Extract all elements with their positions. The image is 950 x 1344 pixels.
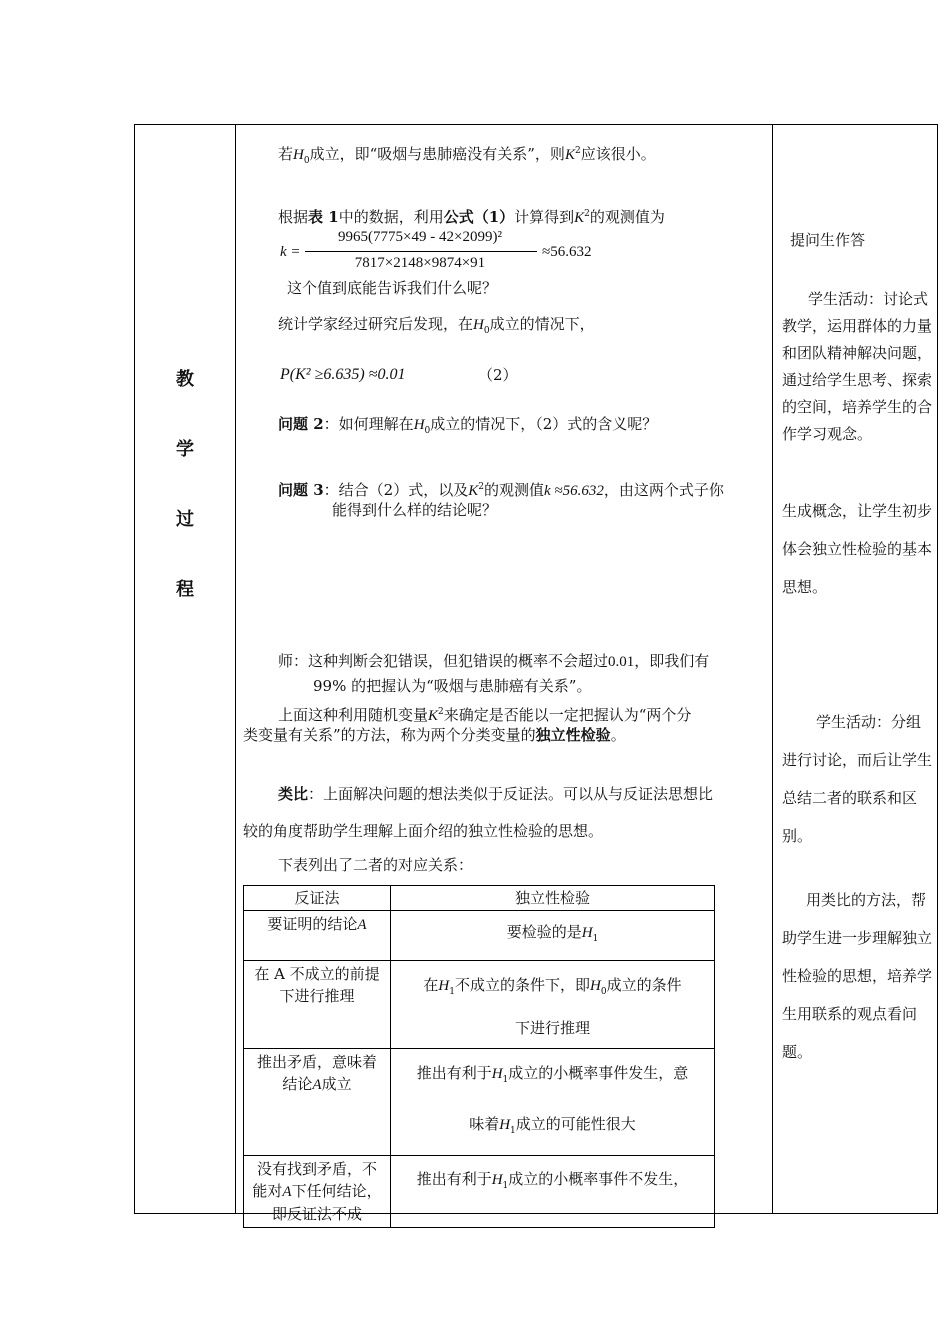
analogy-line2: 较的角度帮助学生理解上面介绍的独立性检验的思想。: [243, 822, 604, 840]
header-contradiction: 反证法: [244, 886, 391, 911]
formula-tag-2: （2）: [478, 366, 518, 384]
table-row: [244, 1156, 715, 1228]
analogy-line1: 类比：上面解决问题的想法类似于反证法。可以从与反证法思想比: [278, 785, 714, 803]
fraction-bar: [305, 251, 537, 252]
side-note-concept: 生成概念，让学生初步体会独立性检验的基本思想。: [782, 502, 933, 596]
table-cell: 要证明的结论A: [244, 911, 391, 961]
table-cell: 推出矛盾，意味着结论A成立: [244, 1049, 391, 1156]
table-cell: 在$H_1$不成立的条件下，即$H_0$成立的条件 下进行推理: [391, 961, 715, 1049]
teacher-remark-line2: 99% 的把握认为“吸烟与患肺癌有关系”。: [313, 677, 592, 695]
question-3-line2: 能得到什么样的结论呢？: [332, 501, 498, 519]
question-3: 问题 3：结合（2）式，以及$K^2$的观测值k ≈56.632，由这两个式子你: [278, 481, 724, 499]
table-cell: 推出有利于$H_1$成立的小概率事件发生，意 味着$H_1$成立的可能性很大: [391, 1049, 715, 1156]
comparison-table: [243, 885, 715, 1228]
formula-denominator: 7817×2148×9874×91: [354, 255, 486, 271]
formula-k-label: k =: [280, 244, 301, 260]
paragraph-compute: 根据表 1中的数据，利用公式（1）计算得到$K^2$的观测值为: [278, 208, 665, 226]
paragraph-hypothesis: 若$H_0$成立，即“吸烟与患肺癌没有关系”，则$K^2$应该很小。: [278, 145, 656, 166]
table-cell: 推出有利于$H_1$成立的小概率事件不发生，: [391, 1156, 715, 1228]
section-char-1: 教: [176, 369, 194, 390]
formula-approx: ≈56.632: [542, 244, 592, 260]
question-2: 问题 2：如何理解在$H_0$成立的情况下，（2）式的含义呢？: [278, 415, 658, 436]
side-note-group: 学生活动：分组进行讨论，而后让学生总结二者的联系和区别。: [782, 713, 933, 845]
section-char-3: 过: [176, 509, 194, 530]
probability-formula: P(K² ≥6.635) ≈0.01: [280, 366, 406, 383]
section-char-2: 学: [176, 439, 194, 460]
table-row: [244, 911, 715, 961]
table-row: [244, 961, 715, 1049]
teacher-remark: 师：这种判断会犯错误，但犯错误的概率不会超过0.01，即我们有: [278, 652, 710, 670]
table-row: [244, 1049, 715, 1156]
table-cell: 在 A 不成立的前提下进行推理: [244, 961, 391, 1049]
side-note-answer: 提问生作答: [790, 231, 866, 249]
definition-line2: 类变量有关系”的方法，称为两个分类变量的独立性检验。: [243, 726, 626, 744]
table-header-row: [244, 886, 715, 911]
analogy-line3: 下表列出了二者的对应关系：: [278, 856, 474, 874]
section-char-4: 程: [176, 579, 194, 600]
paragraph-question: 这个值到底能告诉我们什么呢？: [287, 279, 498, 297]
column-divider-right: [772, 125, 773, 1213]
definition-line1: 上面这种利用随机变量$K^2$来确定是否能以一定把握认为“两个分: [278, 706, 692, 724]
header-independence: 独立性检验: [391, 886, 715, 911]
table-cell: 没有找到矛盾，不能对A下任何结论，即反证法不成: [244, 1156, 391, 1228]
side-note-discussion: 学生活动：讨论式教学，运用群体的力量和团队精神解决问题，通过给学生思考、探索的空间，培养学生的合作学习观念。: [782, 290, 933, 443]
table-cell: 要检验的是$H_1$: [391, 911, 715, 961]
paragraph-finding: 统计学家经过研究后发现，在$H_0$成立的情况下，: [278, 315, 595, 336]
formula-numerator: 9965(7775×49 - 42×2099)²: [338, 229, 502, 245]
side-note-analogy: 用类比的方法，帮助学生进一步理解独立性检验的思想，培养学生用联系的观点看问题。: [782, 891, 933, 1061]
column-divider-left: [235, 125, 236, 1213]
